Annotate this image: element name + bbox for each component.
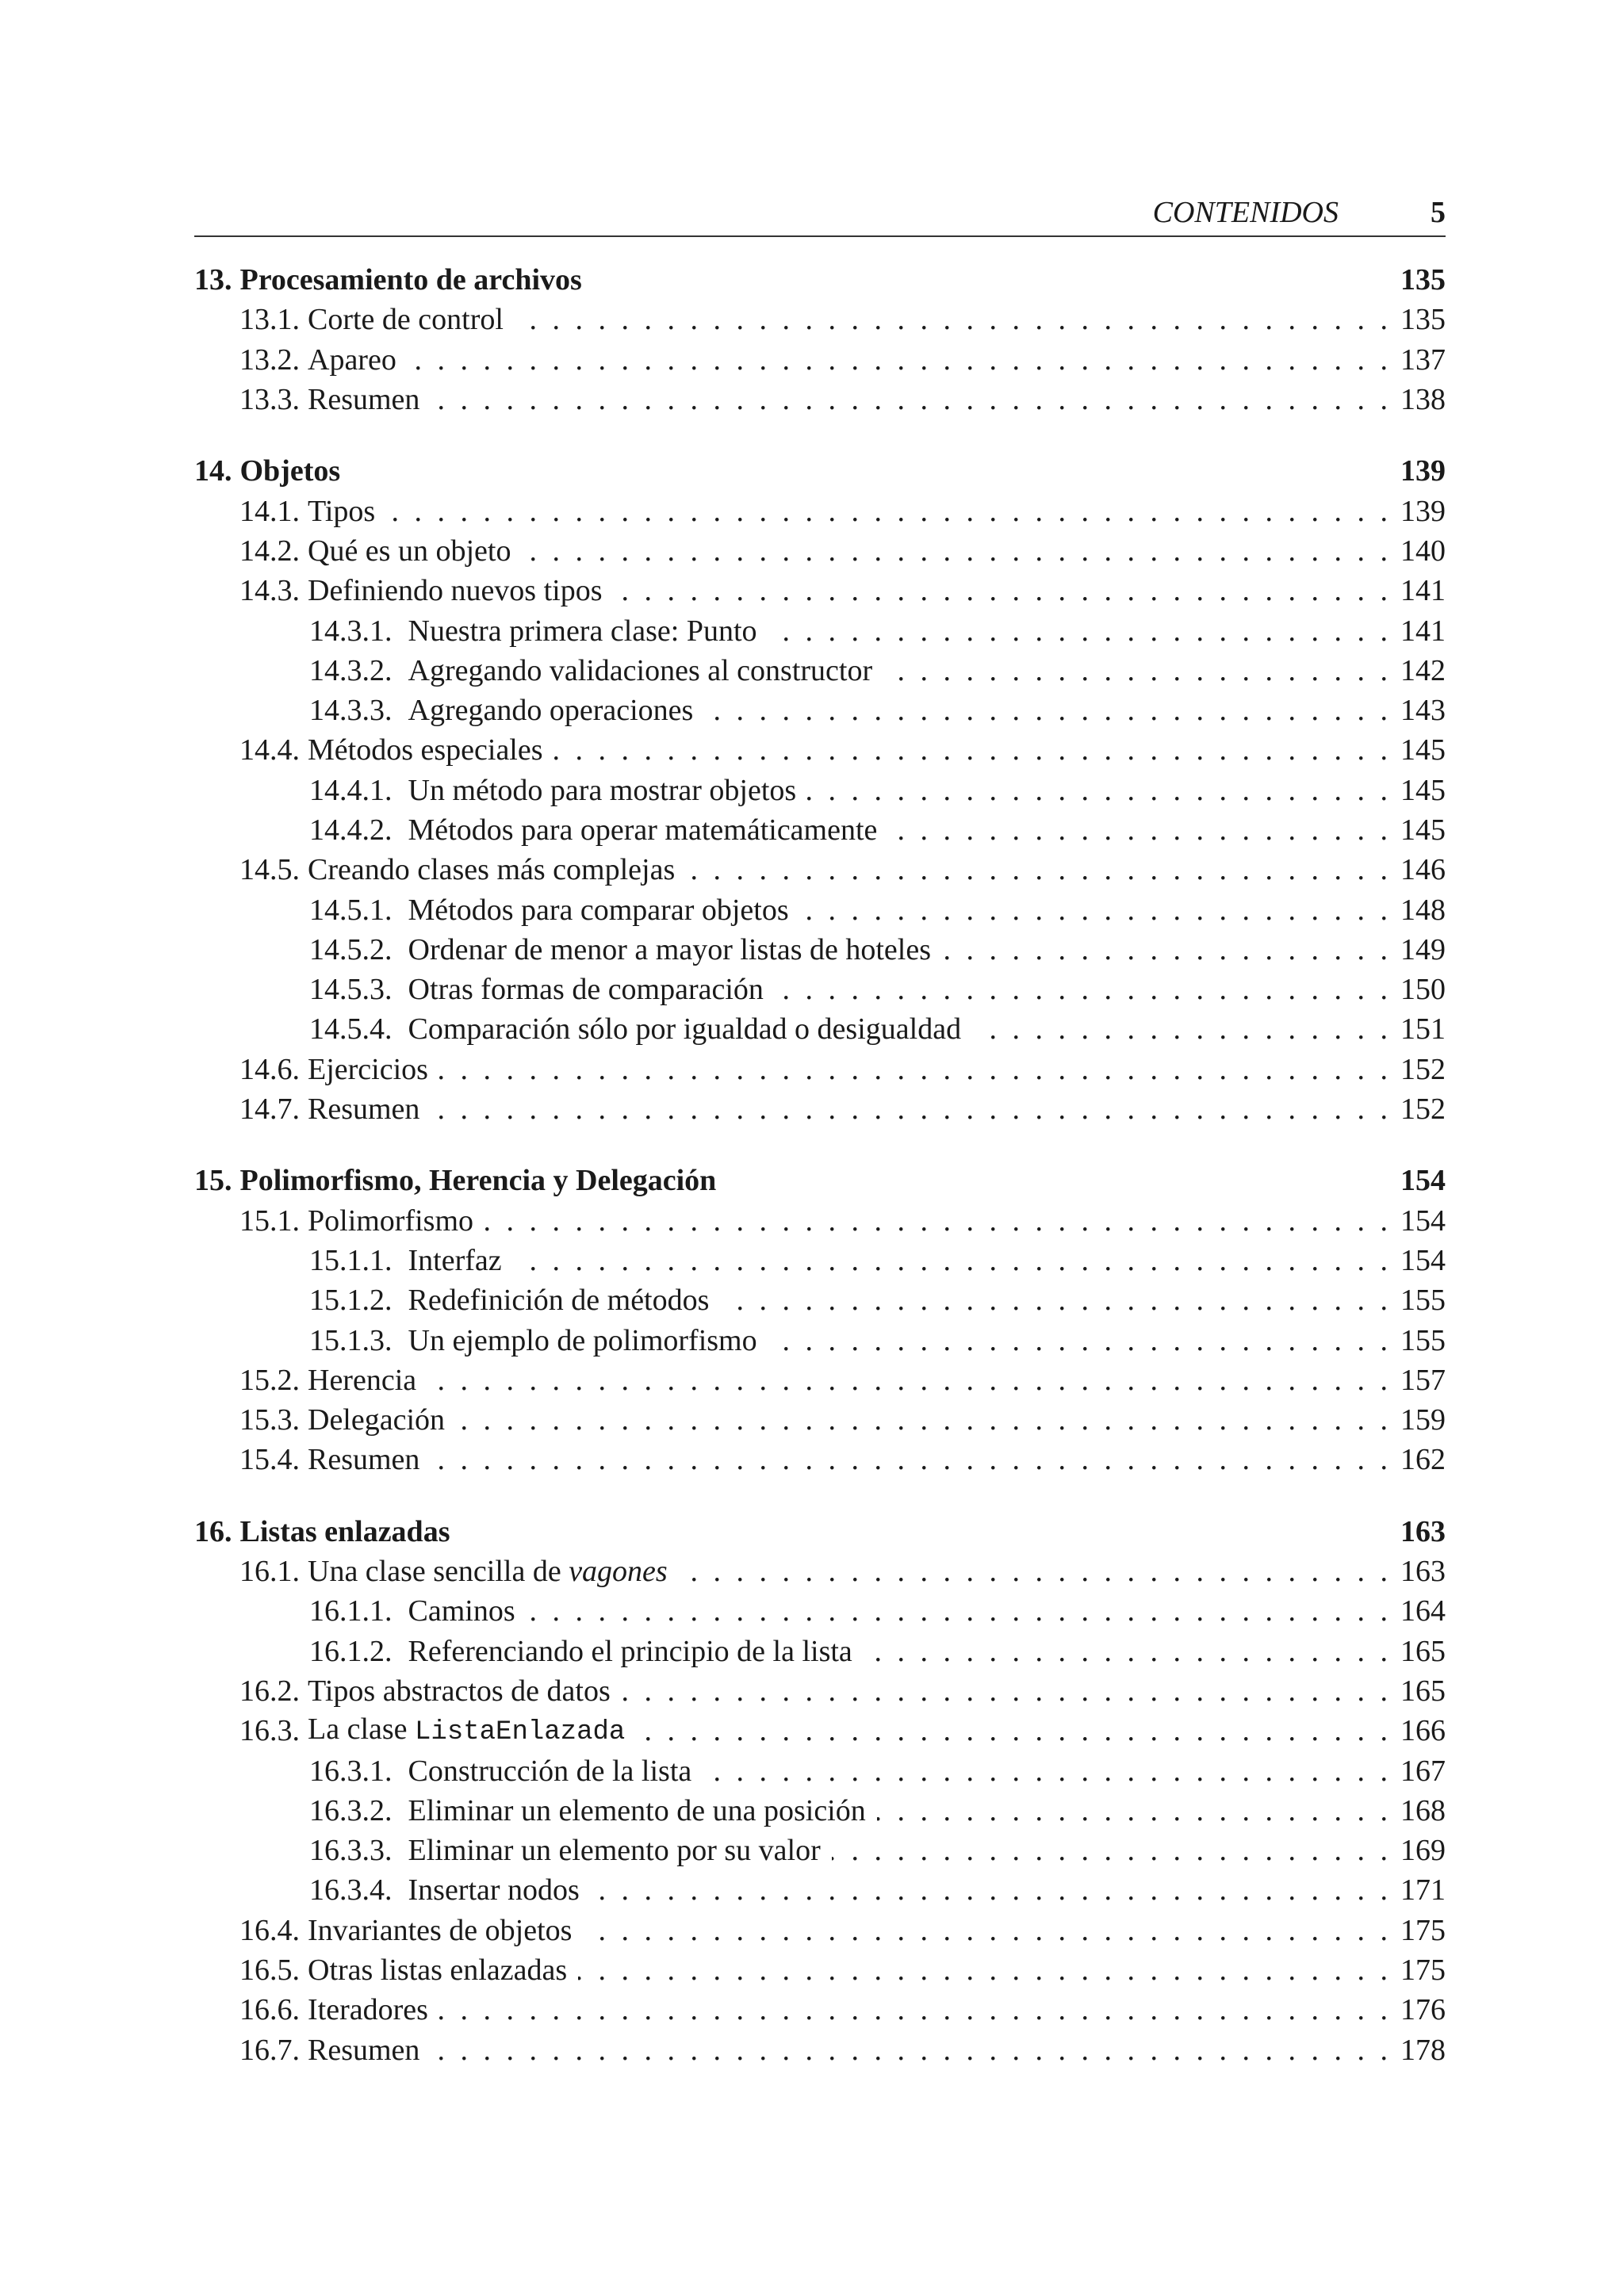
chapter-title: Procesamiento de archivos — [239, 263, 582, 297]
chapter-number: 16. — [194, 1514, 232, 1548]
chapter-number: 15. — [194, 1164, 232, 1198]
entry-number: 15.1. — [239, 1203, 300, 1238]
entry-title-text: Una clase sencilla de — [308, 1555, 569, 1589]
entry-number: 15.3. — [239, 1403, 300, 1437]
entry-page-number: 166 — [1400, 1714, 1446, 1748]
entry-title — [408, 930, 932, 970]
entry-page-number: 146 — [1400, 853, 1446, 887]
entry-number: 14.5.4. — [309, 1012, 393, 1047]
toc-subsection[interactable] — [194, 1632, 1446, 1671]
entry-number: 14.5.3. — [309, 973, 393, 1007]
toc-section[interactable] — [194, 300, 1446, 339]
entry-title-text: Agregando validaciones al constructor — [408, 653, 873, 687]
entry-title-emphasis: vagones — [569, 1555, 668, 1589]
dot-leader — [439, 1050, 1388, 1089]
chapter-title: Objetos — [239, 454, 341, 488]
entry-title-text: Interfaz — [408, 1243, 502, 1277]
dot-leader — [679, 1552, 1388, 1591]
toc-section[interactable] — [194, 1201, 1446, 1241]
entry-title — [308, 1360, 416, 1400]
entry-title — [408, 611, 757, 651]
dot-leader — [515, 300, 1388, 339]
entry-number: 14.3.3. — [309, 694, 393, 728]
entry-title-text: Iteradores — [308, 1993, 428, 2027]
dot-leader — [439, 1990, 1388, 2030]
toc-subsection[interactable] — [194, 610, 1446, 650]
entry-page-number: 149 — [1400, 932, 1446, 966]
dot-leader — [775, 970, 1388, 1009]
entry-title — [408, 1009, 962, 1049]
entry-title-text: Resumen — [308, 383, 420, 417]
entry-page-number: 137 — [1400, 342, 1446, 377]
entry-page-number: 143 — [1400, 694, 1446, 728]
entry-page-number: 152 — [1400, 1052, 1446, 1086]
toc-subsection[interactable] — [194, 1870, 1446, 1910]
dot-leader — [527, 1591, 1388, 1631]
dot-leader — [636, 1711, 1388, 1751]
toc-section[interactable] — [194, 1671, 1446, 1711]
entry-page-number: 150 — [1400, 973, 1446, 1007]
dot-leader — [513, 1241, 1388, 1280]
toc-section[interactable] — [194, 1950, 1446, 1990]
running-head — [194, 195, 1446, 235]
entry-title-text: Eliminar un elemento por su valor — [408, 1834, 821, 1868]
entry-number: 14.1. — [239, 494, 300, 528]
toc-chapter-heading[interactable] — [194, 1161, 1446, 1200]
entry-title — [408, 1870, 580, 1910]
dot-leader — [622, 1671, 1388, 1711]
entry-title — [408, 1591, 515, 1631]
dot-leader — [832, 1831, 1388, 1870]
entry-title — [408, 1831, 821, 1870]
dot-leader — [768, 1321, 1388, 1360]
entry-page-number: 178 — [1400, 2033, 1446, 2067]
entry-number: 14.3.2. — [309, 653, 393, 687]
entry-title-text: Un método para mostrar objetos — [408, 773, 797, 807]
dot-leader — [427, 1360, 1388, 1400]
entry-title — [308, 492, 375, 531]
toc-section[interactable] — [194, 1552, 1446, 1591]
book-page — [194, 0, 1446, 2296]
toc-section[interactable] — [194, 850, 1446, 890]
entry-number: 15.1.3. — [309, 1323, 393, 1357]
chapter-number: 14. — [194, 454, 232, 488]
entry-title — [408, 1791, 866, 1831]
entry-title-text: Métodos especiales — [308, 733, 543, 767]
entry-title — [408, 810, 878, 850]
entry-page-number: 148 — [1400, 893, 1446, 927]
page-number: 5 — [1431, 196, 1446, 229]
entry-page-number: 135 — [1400, 303, 1446, 337]
entry-page-number: 163 — [1400, 1555, 1446, 1589]
entry-title-text: Nuestra primera clase: Punto — [408, 614, 757, 648]
toc-section[interactable] — [194, 1050, 1446, 1089]
entry-number: 16.1.2. — [309, 1634, 393, 1668]
entry-title-text: Agregando operaciones — [408, 694, 694, 728]
toc-chapter — [194, 1161, 1446, 1479]
toc-section[interactable] — [194, 1711, 1446, 1751]
entry-title-text: La clase — [308, 1712, 416, 1747]
entry-number: 14.5.1. — [309, 893, 393, 927]
entry-page-number: 169 — [1400, 1834, 1446, 1868]
toc-section[interactable] — [194, 1990, 1446, 2030]
toc-subsection[interactable] — [194, 1751, 1446, 1790]
dot-leader — [972, 1009, 1388, 1049]
dot-leader — [704, 691, 1388, 730]
entry-title-code: ListaEnlazada — [415, 1717, 626, 1748]
entry-number: 16.4. — [239, 1913, 300, 1947]
entry-number: 16.3.4. — [309, 1873, 393, 1908]
entry-title-text: Métodos para comparar objetos — [408, 893, 789, 927]
entry-title-text: Tipos — [308, 494, 376, 528]
chapter-title: Listas enlazadas — [239, 1514, 450, 1548]
running-head-title: CONTENIDOS — [1152, 196, 1339, 229]
entry-title-text: Ordenar de menor a mayor listas de hoteles — [408, 932, 931, 966]
entry-page-number: 155 — [1400, 1284, 1446, 1318]
toc-chapter — [194, 451, 1446, 1129]
entry-number: 16.1.1. — [309, 1594, 393, 1628]
dot-leader — [800, 890, 1388, 930]
entry-title — [308, 1552, 668, 1591]
chapter-page-number: 139 — [1400, 454, 1446, 488]
toc-subsection[interactable] — [194, 1009, 1446, 1049]
dot-leader — [485, 1201, 1388, 1241]
entry-title — [308, 850, 675, 890]
entry-title — [308, 1440, 419, 1479]
entry-page-number: 138 — [1400, 383, 1446, 417]
entry-title — [408, 1280, 710, 1320]
entry-title-text: Redefinición de métodos — [408, 1284, 710, 1318]
entry-page-number: 145 — [1400, 813, 1446, 847]
entry-title — [308, 730, 543, 770]
dot-leader — [408, 340, 1388, 380]
entry-title-text: Delegación — [308, 1403, 446, 1437]
entry-title-text: Resumen — [308, 2033, 420, 2067]
entry-title — [308, 571, 603, 610]
entry-page-number: 165 — [1400, 1674, 1446, 1708]
toc-chapter — [194, 260, 1446, 419]
dot-leader — [578, 1950, 1388, 1990]
entry-page-number: 154 — [1400, 1203, 1446, 1238]
entry-title — [408, 1751, 692, 1791]
entry-number: 16.6. — [239, 1993, 300, 2027]
entry-number: 14.4.1. — [309, 773, 393, 807]
entry-page-number: 175 — [1400, 1954, 1446, 1988]
dot-leader — [431, 380, 1388, 419]
entry-number: 14.3. — [239, 574, 300, 608]
entry-title-text: Corte de control — [308, 303, 504, 337]
toc-section[interactable] — [194, 730, 1446, 770]
entry-number: 13.2. — [239, 342, 300, 377]
toc-section[interactable] — [194, 571, 1446, 610]
toc-subsection[interactable] — [194, 1591, 1446, 1631]
entry-title — [308, 1709, 625, 1752]
entry-number: 15.1.2. — [309, 1284, 393, 1318]
entry-number: 15.2. — [239, 1363, 300, 1397]
entry-title — [408, 651, 873, 691]
entry-title — [408, 1321, 757, 1360]
entry-title-text: Construcción de la lista — [408, 1754, 692, 1788]
entry-number: 13.1. — [239, 303, 300, 337]
toc-section[interactable] — [194, 491, 1446, 530]
entry-title-text: Invariantes de objetos — [308, 1913, 573, 1947]
entry-number: 14.4.2. — [309, 813, 393, 847]
dot-leader — [864, 1632, 1388, 1671]
toc-subsection[interactable] — [194, 1280, 1446, 1320]
entry-page-number: 175 — [1400, 1913, 1446, 1947]
toc-chapter-heading[interactable] — [194, 1512, 1446, 1552]
toc-section[interactable] — [194, 380, 1446, 419]
entry-page-number: 142 — [1400, 653, 1446, 687]
entry-page-number: 164 — [1400, 1594, 1446, 1628]
chapter-page-number: 154 — [1400, 1164, 1446, 1198]
entry-title — [308, 1950, 567, 1990]
dot-leader — [431, 1089, 1388, 1129]
entry-title — [308, 1671, 611, 1711]
entry-number: 15.4. — [239, 1443, 300, 1477]
entry-title-text: Referenciando el principio de la lista — [408, 1634, 852, 1668]
entry-title — [408, 890, 789, 930]
entry-title-text: Tipos abstractos de datos — [308, 1674, 611, 1708]
entry-number: 16.1. — [239, 1555, 300, 1589]
dot-leader — [703, 1751, 1388, 1791]
toc-subsection[interactable] — [194, 890, 1446, 929]
chapter-page-number: 135 — [1400, 263, 1446, 297]
dot-leader — [522, 531, 1388, 571]
entry-title-text: Comparación sólo por igualdad o desigualdad — [408, 1012, 962, 1047]
toc-section[interactable] — [194, 1440, 1446, 1479]
chapter-number: 13. — [194, 263, 232, 297]
entry-title — [308, 300, 504, 339]
entry-page-number: 162 — [1400, 1443, 1446, 1477]
toc-subsection[interactable] — [194, 1241, 1446, 1280]
toc-subsection[interactable] — [194, 651, 1446, 691]
entry-title — [308, 1050, 428, 1089]
entry-title — [408, 771, 797, 810]
entry-page-number: 152 — [1400, 1093, 1446, 1127]
entry-number: 16.3. — [239, 1714, 300, 1748]
entry-title — [308, 1400, 445, 1440]
entry-page-number: 165 — [1400, 1634, 1446, 1668]
toc-section[interactable] — [194, 531, 1446, 571]
dot-leader — [877, 1791, 1388, 1831]
toc-chapter-heading[interactable] — [194, 451, 1446, 491]
toc-subsection[interactable] — [194, 1791, 1446, 1831]
toc-section[interactable] — [194, 1911, 1446, 1950]
toc-subsection[interactable] — [194, 970, 1446, 1009]
entry-number: 14.2. — [239, 534, 300, 568]
entry-title — [408, 691, 694, 730]
entry-title-text: Un ejemplo de polimorfismo — [408, 1323, 757, 1357]
entry-title-text: Métodos para operar matemáticamente — [408, 813, 878, 847]
entry-page-number: 145 — [1400, 773, 1446, 807]
entry-number: 16.3.2. — [309, 1793, 393, 1827]
entry-page-number: 145 — [1400, 733, 1446, 767]
entry-number: 14.4. — [239, 733, 300, 767]
header-rule — [194, 235, 1446, 237]
dot-leader — [431, 2030, 1388, 2070]
entry-title — [308, 340, 396, 380]
dot-leader — [591, 1870, 1388, 1910]
dot-leader — [614, 571, 1388, 610]
entry-page-number: 176 — [1400, 1993, 1446, 2027]
toc-subsection[interactable] — [194, 771, 1446, 810]
entry-number: 16.7. — [239, 2033, 300, 2067]
entry-title-text: Polimorfismo — [308, 1203, 474, 1238]
dot-leader — [942, 930, 1388, 970]
dot-leader — [807, 771, 1388, 810]
dot-leader — [888, 810, 1388, 850]
entry-number: 16.2. — [239, 1674, 300, 1708]
toc-subsection[interactable] — [194, 930, 1446, 970]
entry-number: 14.5. — [239, 853, 300, 887]
chapter-title: Polimorfismo, Herencia y Delegación — [239, 1164, 717, 1198]
entry-title — [408, 1241, 502, 1280]
chapter-page-number: 163 — [1400, 1514, 1446, 1548]
entry-number: 14.7. — [239, 1093, 300, 1127]
dot-leader — [768, 611, 1388, 651]
entry-title — [308, 1201, 473, 1241]
entry-title — [308, 1911, 572, 1950]
entry-page-number: 155 — [1400, 1323, 1446, 1357]
table-of-contents — [194, 260, 1446, 2102]
toc-section[interactable] — [194, 1400, 1446, 1440]
entry-page-number: 167 — [1400, 1754, 1446, 1788]
entry-page-number: 141 — [1400, 574, 1446, 608]
entry-title-text: Otras formas de comparación — [408, 973, 764, 1007]
entry-title-text: Apareo — [308, 342, 396, 377]
entry-number: 14.6. — [239, 1052, 300, 1086]
dot-leader — [720, 1280, 1388, 1320]
toc-chapter-heading[interactable] — [194, 260, 1446, 300]
entry-title — [308, 380, 419, 419]
entry-page-number: 154 — [1400, 1243, 1446, 1277]
entry-title-text: Herencia — [308, 1363, 417, 1397]
entry-title-text: Otras listas enlazadas — [308, 1954, 568, 1988]
dot-leader — [456, 1400, 1388, 1440]
entry-title-text: Creando clases más complejas — [308, 853, 676, 887]
entry-page-number: 141 — [1400, 614, 1446, 648]
entry-title — [408, 1632, 852, 1671]
entry-number: 14.5.2. — [309, 932, 393, 966]
entry-title-text: Caminos — [408, 1594, 515, 1628]
toc-subsection[interactable] — [194, 1320, 1446, 1360]
entry-title-text: Resumen — [308, 1093, 420, 1127]
dot-leader — [686, 850, 1388, 890]
entry-title-text: Eliminar un elemento de una posición — [408, 1793, 866, 1827]
entry-number: 15.1.1. — [309, 1243, 393, 1277]
entry-page-number: 159 — [1400, 1403, 1446, 1437]
dot-leader — [554, 730, 1388, 770]
toc-chapter — [194, 1512, 1446, 2070]
entry-page-number: 140 — [1400, 534, 1446, 568]
entry-page-number: 168 — [1400, 1793, 1446, 1827]
entry-number: 14.3.1. — [309, 614, 393, 648]
toc-section[interactable] — [194, 2030, 1446, 2069]
dot-leader — [583, 1911, 1388, 1950]
entry-title-text: Resumen — [308, 1443, 420, 1477]
entry-title — [308, 531, 511, 571]
entry-number: 16.3.3. — [309, 1834, 393, 1868]
toc-section[interactable] — [194, 1089, 1446, 1129]
entry-title — [308, 1089, 419, 1129]
entry-title-text: Definiendo nuevos tipos — [308, 574, 603, 608]
dot-leader — [431, 1440, 1388, 1479]
entry-title — [308, 2030, 419, 2070]
toc-subsection[interactable] — [194, 1831, 1446, 1870]
entry-page-number: 157 — [1400, 1363, 1446, 1397]
toc-section[interactable] — [194, 340, 1446, 380]
entry-page-number: 151 — [1400, 1012, 1446, 1047]
entry-title — [408, 970, 764, 1009]
toc-subsection[interactable] — [194, 691, 1446, 730]
entry-title-text: Qué es un objeto — [308, 534, 511, 568]
entry-page-number: 171 — [1400, 1873, 1446, 1908]
dot-leader — [386, 492, 1388, 531]
entry-number: 16.5. — [239, 1954, 300, 1988]
entry-page-number: 139 — [1400, 494, 1446, 528]
entry-title — [308, 1990, 428, 2030]
entry-title-text: Insertar nodos — [408, 1873, 580, 1908]
dot-leader — [883, 651, 1388, 691]
entry-title-text: Ejercicios — [308, 1052, 428, 1086]
entry-number: 16.3.1. — [309, 1754, 393, 1788]
entry-number: 13.3. — [239, 383, 300, 417]
toc-subsection[interactable] — [194, 810, 1446, 850]
toc-section[interactable] — [194, 1360, 1446, 1400]
